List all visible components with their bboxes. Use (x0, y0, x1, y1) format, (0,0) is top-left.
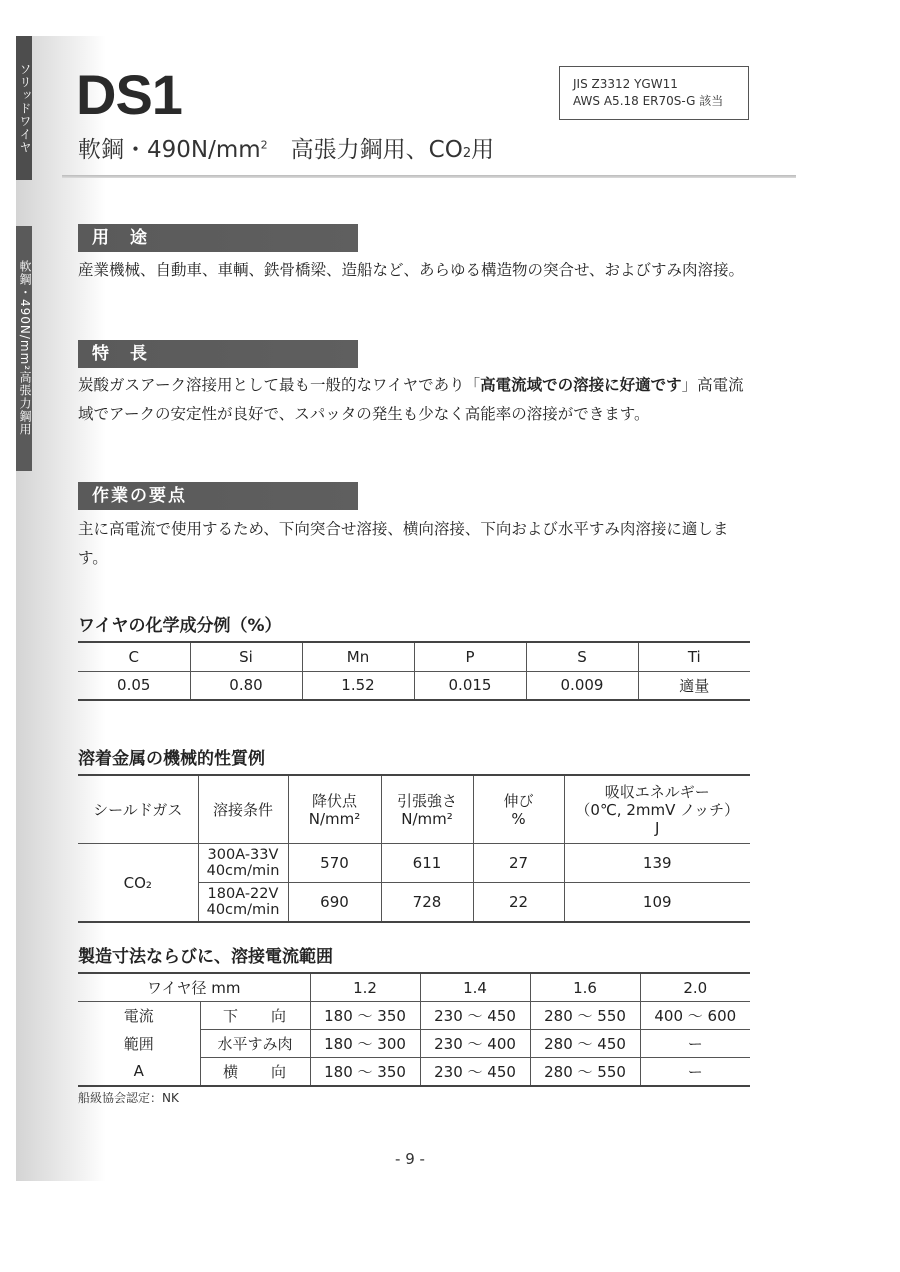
mech-header-elongation (473, 775, 564, 844)
chem-header: S (526, 642, 638, 671)
chem-table (78, 641, 750, 701)
current-header-row (78, 973, 750, 1002)
usage-text: 産業機械、自動車、車輌、鉄骨橋梁、造船など、あらゆる構造物の突合せ、およびすみ肉溶接。 (78, 261, 745, 279)
mech-condition-current: 300A-33V (207, 847, 279, 863)
chem-table-title: ワイヤの化学成分例（%） (78, 616, 282, 636)
current-range: 230 ～ 400 (420, 1030, 530, 1058)
spec-jis: JIS Z3312 YGW11 (573, 77, 678, 91)
mech-header-elongation-unit: % (511, 809, 526, 828)
current-range: 280 ～ 550 (530, 1002, 640, 1030)
current-group-label: 電流 (78, 1002, 200, 1030)
mech-table (78, 774, 750, 923)
current-diameter: 1.6 (530, 973, 640, 1002)
chem-header: Ti (638, 642, 750, 671)
mech-header-energy-label: 吸収エネルギー (604, 782, 710, 801)
chem-value-row (78, 671, 750, 700)
page-number: - 9 - (395, 1150, 425, 1168)
mech-header-condition: 溶接条件 (198, 775, 288, 844)
subtitle-part-a: 軟鋼・490N/mm (78, 137, 261, 163)
current-group-label: 範囲 (123, 1035, 154, 1053)
chem-value: 0.80 (190, 671, 302, 700)
features-text-bold: 高電流域での溶接に好適です (480, 376, 682, 394)
section-heading-points: 作業の要点 (78, 482, 358, 510)
chem-header: P (414, 642, 526, 671)
chem-value: 適量 (638, 671, 750, 700)
mech-condition-current: 180A-22V (207, 886, 279, 902)
mech-yield-value: 570 (288, 844, 381, 883)
section-heading-features: 特 長 (78, 340, 358, 368)
current-range: 280 ～ 450 (530, 1030, 640, 1058)
header-divider (62, 175, 796, 178)
chem-header: Si (190, 642, 302, 671)
product-title: DS1 (76, 63, 182, 126)
features-text (78, 371, 758, 429)
current-row (78, 1002, 750, 1030)
chem-value: 0.05 (78, 671, 190, 700)
features-text-before: 炭酸ガスアーク溶接用として最も一般的なワイヤであり「 (78, 376, 481, 394)
mech-header-tensile-unit: N/mm² (401, 809, 453, 828)
chem-header: C (128, 647, 139, 666)
mech-header-tensile (381, 775, 473, 844)
side-tab-subcategory: 軟鋼・490N/mm²高張力鋼用 (16, 226, 32, 471)
mech-header-tensile-label: 引張強さ (396, 791, 457, 810)
mech-elongation-value: 27 (473, 844, 564, 883)
spec-aws: AWS A5.18 ER70S-G 該当 (573, 94, 724, 108)
current-table-title: 製造寸法ならびに、溶接電流範囲 (78, 947, 333, 967)
mech-energy-value: 109 (564, 883, 750, 923)
current-range: 400 ～ 600 (640, 1002, 750, 1030)
mech-condition (198, 844, 288, 883)
mech-header-yield-unit: N/mm² (308, 809, 361, 828)
current-diameter: 2.0 (640, 973, 750, 1002)
section-heading-usage: 用 途 (78, 224, 358, 252)
mech-header-energy-condition: （0℃, 2mmV ノッチ） (575, 800, 740, 819)
current-row (78, 1058, 750, 1087)
mech-header-row (78, 775, 750, 844)
mech-table-title: 溶着金属の機械的性質例 (78, 749, 265, 769)
current-range: 280 ～ 550 (530, 1058, 640, 1087)
mech-elongation-value: 22 (473, 883, 564, 923)
points-text: 主に高電流で使用するため、下向突合せ溶接、横向溶接、下向および水平すみ肉溶接に適します。 (78, 520, 729, 567)
current-range: ー (640, 1030, 750, 1058)
chem-value: 0.009 (526, 671, 638, 700)
chem-value: 0.015 (414, 671, 526, 700)
chem-header: Mn (302, 642, 414, 671)
chem-value: 1.52 (302, 671, 414, 700)
current-range: 180 ～ 350 (310, 1058, 420, 1087)
spec-box (559, 66, 749, 120)
subtitle-part-b: 高張力鋼用、CO (290, 137, 463, 163)
current-position: 水平すみ肉 (200, 1030, 310, 1058)
mech-tensile-value: 611 (381, 844, 473, 883)
mech-energy-value: 139 (564, 844, 750, 883)
mech-header-elongation-label: 伸び (503, 791, 534, 810)
mech-header-energy (564, 775, 750, 844)
current-diameter: 1.4 (420, 973, 530, 1002)
mech-yield-value: 690 (288, 883, 381, 923)
current-position: 下 向 (200, 1002, 310, 1030)
current-range: 230 ～ 450 (420, 1002, 530, 1030)
mech-header-energy-unit: J (655, 818, 660, 837)
subtitle-subscript: 2 (462, 146, 472, 161)
current-range: 180 ～ 300 (310, 1030, 420, 1058)
current-range: 230 ～ 450 (420, 1058, 530, 1087)
current-header-diameter: ワイヤ径 mm (78, 973, 310, 1002)
features-text-after: 」高電流域でアークの安定性が良好で、スパッタの発生も少なく高能率の溶接ができます。 (78, 376, 744, 423)
current-table (78, 972, 750, 1087)
current-row (78, 1030, 750, 1058)
current-group-label: A (133, 1062, 144, 1081)
mech-row (78, 844, 750, 883)
current-range: 180 ～ 350 (310, 1002, 420, 1030)
side-tab-category: ソリッドワイヤ (16, 36, 32, 180)
mech-condition (198, 883, 288, 923)
mech-condition-speed: 40cm/min (206, 863, 280, 879)
mech-header-gas: シールドガス (93, 800, 183, 819)
classification-note: 船級協会認定：NK (78, 1091, 179, 1105)
mech-condition-speed: 40cm/min (206, 902, 280, 918)
current-diameter: 1.2 (310, 973, 420, 1002)
mech-gas-value: CO₂ (78, 844, 198, 923)
mech-tensile-value: 728 (381, 883, 473, 923)
mech-header-yield-label: 降伏点 (311, 791, 357, 810)
current-position: 横 向 (200, 1058, 310, 1087)
current-range: ー (640, 1058, 750, 1087)
subtitle-part-c: 用 (471, 137, 495, 163)
subtitle-superscript: 2 (260, 138, 268, 152)
product-subtitle (78, 131, 494, 164)
mech-header-yield (288, 775, 381, 844)
chem-header-row (78, 642, 750, 671)
